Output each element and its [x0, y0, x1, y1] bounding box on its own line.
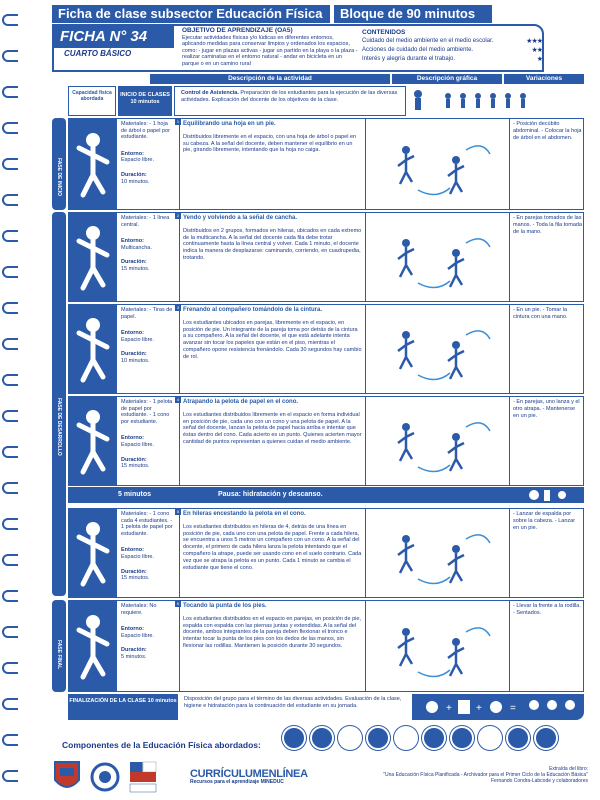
activity-pictogram — [69, 509, 117, 597]
component-icon — [506, 726, 530, 750]
activity-description: Distribuidos en 2 grupos, formados en hileras, ubicados en cada extremo de la multicancha. A la señal del docente cada fila debe trotar continuamente hasta la línea central y volver. Cada 1 minuto, el docente indica la manera de desplazarse: caminando, corriendo, en cuadrupedia, trotando. — [183, 227, 362, 261]
source-reference — [348, 766, 588, 785]
activity-title: Equilibrando una hoja en un pie. — [183, 121, 276, 127]
content-item — [362, 55, 542, 64]
space-value: Espacio libre. — [121, 336, 155, 343]
activity-row — [68, 304, 584, 394]
activity-title: En hileras encestando la pelota en el cono. — [183, 511, 306, 517]
activity-space — [121, 238, 173, 251]
activity-materials-cell — [119, 397, 175, 485]
activity-description-cell — [179, 509, 365, 597]
binder-ring — [2, 770, 18, 782]
activity-pictogram — [69, 305, 117, 393]
binder-ring — [2, 374, 18, 386]
activity-materials-cell — [119, 213, 175, 301]
duration-label: Duración: — [121, 647, 147, 654]
component-icon — [366, 726, 390, 750]
title-bar — [52, 5, 492, 23]
binder-ring — [2, 158, 18, 170]
activity-variations: - En parejas, uno lanza y el otro atrapa. - Mantenerse en un pie. — [509, 397, 585, 485]
activity-duration — [121, 259, 173, 272]
column-headers — [150, 74, 586, 84]
circle-logo-icon — [90, 760, 120, 794]
col-descripcion: Descripción de la actividad — [150, 74, 390, 84]
activity-space — [121, 151, 173, 164]
class-end-label: FINALIZACIÓN DE LA CLASE 10 minutos — [68, 694, 178, 720]
activity-title: Tocando la punta de los pies. — [183, 603, 267, 609]
star-rating: ★★★ — [526, 38, 542, 45]
class-start-description — [174, 86, 406, 116]
space-label: Entorno: — [121, 150, 144, 157]
activity-materials-cell — [119, 601, 175, 691]
duration-label: Duración: — [121, 171, 147, 178]
activity-materials-cell — [119, 305, 175, 393]
activity-diagram — [365, 213, 509, 301]
source-line: Extraída del libro: — [549, 766, 588, 772]
content-text: Cuidado del medio ambiente en el medio escolar. — [362, 38, 494, 44]
duration-label: Duración: — [121, 568, 147, 575]
binder-ring — [2, 662, 18, 674]
duration-value: 5 minutos. — [121, 653, 147, 660]
space-value: Multicancha. — [121, 244, 152, 251]
activity-number: 1 — [176, 119, 180, 124]
activity-diagram — [365, 119, 509, 209]
activity-description-cell — [179, 397, 365, 485]
phase-final-label — [52, 600, 66, 692]
component-icon — [534, 726, 558, 750]
activity-description: Los estudiantes ubicados en parejas, libremente en el espacio, en posición de pie. Un integrante de la pareja toma por detrás de la cintura a su compañero. A la señal del docente, el que está adelante intenta avanzar sin tocar los papeles que están en el piso, mientras el compañero opone resistencia frenándolo. Cada 30 segundos hay cambio de rol. — [183, 319, 362, 360]
component-icon — [394, 726, 418, 750]
activity-row — [68, 508, 584, 598]
binder-ring — [2, 734, 18, 746]
activity-variations: - En un pie. - Tomar la cintura con una mano. — [509, 305, 585, 393]
break-row — [68, 487, 584, 503]
binder-ring — [2, 626, 18, 638]
content-item — [362, 46, 542, 55]
space-label: Entorno: — [121, 330, 144, 337]
objective-text: Ejecutar actividades físicas y/o lúdicas en diferentes entornos, aplicando medidas para conservar limpios y ordenados los espacios, como: - jugar en plazas activas - jugar un partido en la playa o la plaza - realizar caminatas en el entorno natural - andar en bicicleta en un parque o en un camino rural — [182, 34, 358, 67]
space-value: Espacio libre. — [121, 632, 155, 639]
break-duration: 5 minutos — [118, 491, 152, 498]
learning-objective — [182, 28, 358, 68]
col-variaciones: Variaciones — [504, 74, 584, 84]
duration-value: 15 minutos. — [121, 265, 150, 272]
activity-description: Los estudiantes distribuidos en hileras de 4, detrás de una línea en posición de pie, cada uno con una pelota de papel. Frente a cada hilera, se encuentra a unos 5 metros un compañero con un cono. A la señal del docente, el primero de cada hilera lanza la pelota intentando que el compañero la atrape, puede ser usando cono en el suelo contrario. Cada vez que se atrapa la pelota es un punto. Cada 1 minuto se cambia el estudiante que tiene el cono. — [183, 523, 362, 571]
svg-text:+: + — [446, 703, 452, 714]
components-label: Componentes de la Educación Física abordados: — [62, 740, 261, 750]
star-rating: ★ — [536, 56, 542, 63]
activity-number: 2 — [176, 213, 180, 218]
activity-description: Los estudiantes distribuidos libremente en el espacio en forma individual en posición de pie, cada uno con un cono y una pelota de papel. A la señal del docente, lanzan la pelota de papel hacia arriba e intentar que éstas dentro del cono. Cada acierto es un punto. Quienes acierten mayor cantidad de puntos representan a quienes cuidan el medio ambiente. — [183, 411, 362, 445]
activity-space — [121, 626, 173, 639]
activity-materials: Materiales: - 1 línea central. — [121, 215, 170, 228]
component-icon — [338, 726, 362, 750]
svg-text:+: + — [476, 703, 482, 714]
activity-materials: Materiales: - 1 hoja de árbol o papel por estudiante. — [121, 121, 170, 141]
ministry-logo-icon — [128, 760, 158, 794]
class-start-text: Preparación de los estudiantes para la ejecución de las diversas actividades. Explicación del docente de los objetivos de la clase. — [181, 90, 398, 103]
activity-diagram — [365, 397, 509, 485]
component-icon — [422, 726, 446, 750]
binder-ring — [2, 410, 18, 422]
space-label: Entorno: — [121, 626, 144, 633]
curriculum-logo-subtitle: Recursos para el aprendizaje MINEDUC — [190, 779, 284, 785]
space-label: Entorno: — [121, 547, 144, 554]
content-item — [362, 37, 542, 46]
activity-duration — [121, 457, 173, 470]
component-icon — [310, 726, 334, 750]
binder-ring — [2, 194, 18, 206]
break-text: Pausa: hidratación y descanso. — [218, 491, 323, 498]
activity-variations: - Llevar la frente a la rodilla. - Sentados. — [509, 601, 585, 691]
space-value: Espacio libre. — [121, 553, 155, 560]
activity-materials: Materiales: - Tiras de papel. — [121, 307, 173, 320]
activity-number: 5 — [176, 509, 180, 514]
activity-duration — [121, 351, 173, 364]
binder-ring — [2, 698, 18, 710]
activity-description-cell — [179, 601, 365, 691]
activity-space — [121, 547, 173, 560]
binder-ring — [2, 482, 18, 494]
component-icon — [282, 726, 306, 750]
activity-title: Yendo y volviendo a la señal de cancha. — [183, 215, 298, 221]
capacity-label: Capacidad física abordada — [68, 86, 116, 116]
activity-number: 6 — [176, 601, 180, 606]
activity-variations: - Posición decúbito abdominal. - Colocar la hoja de árbol en el abdomen. — [509, 119, 585, 209]
duration-label: Duración: — [121, 259, 147, 266]
activity-space — [121, 330, 173, 343]
activity-number: 4 — [176, 397, 180, 402]
attendance-label: Control de Asistencia. — [181, 90, 239, 96]
duration-label: Duración: — [121, 456, 147, 463]
binder-ring — [2, 50, 18, 62]
activity-row — [68, 396, 584, 486]
binder-ring — [2, 590, 18, 602]
activity-row — [68, 118, 584, 210]
svg-text:=: = — [510, 703, 516, 714]
activity-materials: Materiales: - 1 pelota de papel por estudiante. - 1 cono por estudiante. — [121, 399, 173, 425]
activity-duration — [121, 647, 173, 660]
duration-value: 15 minutos. — [121, 575, 150, 582]
activity-description: Distribuidos libremente en el espacio, con una hoja de árbol o papel en su cabeza. A la señal del docente, deben mantener el equilibrio en un pie, girando libremente, intentando que la hoja no caiga. — [183, 133, 357, 154]
activity-title: Atrapando la pelota de papel en el cono. — [183, 399, 299, 405]
curriculum-logo-text: CURRÍCULUMENLÍNEA — [190, 768, 308, 780]
binder-rings — [0, 0, 22, 800]
contents-list — [362, 28, 542, 64]
activity-variations: - En parejas tomados de las manos. - Toda la fila tomada de la mano. — [509, 213, 585, 301]
activity-materials-cell — [119, 509, 175, 597]
activity-number: 3 — [176, 305, 180, 310]
duration-value: 15 minutos. — [121, 463, 150, 470]
binder-ring — [2, 230, 18, 242]
activity-pictogram — [69, 119, 117, 209]
activity-space — [121, 435, 173, 448]
activity-description-cell — [179, 213, 365, 301]
activity-diagram — [365, 509, 509, 597]
activity-diagram — [365, 601, 509, 691]
binder-ring — [2, 266, 18, 278]
institution-logos — [52, 758, 192, 796]
activity-row — [68, 600, 584, 692]
content-text: Interés y alegría durante el trabajo. — [362, 56, 456, 62]
duration-label: Duración: — [121, 351, 147, 358]
binder-ring — [2, 554, 18, 566]
page-title: Ficha de clase subsector Educación Física — [52, 5, 330, 23]
source-line: "Una Educación Física Planificada - Archivador para el Primer Ciclo de la Educación Básica" — [383, 772, 588, 779]
curriculum-logo — [190, 768, 308, 785]
class-start-label: INICIO DE CLASES 10 minutos — [118, 86, 172, 116]
lesson-header — [52, 24, 544, 72]
phase-text: FASE DE DESARROLLO — [56, 398, 62, 456]
binder-ring — [2, 122, 18, 134]
duration-value: 10 minutos. — [121, 357, 150, 364]
block-duration-title: Bloque de 90 minutos — [334, 5, 492, 23]
activity-variations: - Lanzar de espalda por sobre la cabeza. - Lanzar en un pie. — [509, 509, 585, 597]
binder-ring — [2, 518, 18, 530]
binder-ring — [2, 338, 18, 350]
activity-duration — [121, 172, 173, 185]
duration-value: 10 minutos. — [121, 178, 150, 185]
components-icons — [282, 726, 592, 756]
ficha-number: FICHA N° 34 — [54, 26, 174, 48]
activity-description: Los estudiantes distribuidos en el espacio en parejas, en posición de pie, espalda con espalda con las piernas juntas y extendidas. A la señal del docente, ambos integrantes de la pareja deben flexionar el tronco e intentar tocar la punta de los pies con los dedos de las manos, sin flexionar las rodillas. Mantienen la posición durante 30 segundos. — [183, 615, 361, 649]
activity-diagram — [365, 305, 509, 393]
objective-title: OBJETIVO DE APRENDIZAJE (OA5) — [182, 27, 293, 34]
col-grafica: Descripción gráfica — [392, 74, 502, 84]
binder-ring — [2, 14, 18, 26]
component-icon — [478, 726, 502, 750]
class-start-illustration — [408, 86, 584, 116]
space-label: Entorno: — [121, 435, 144, 442]
binder-ring — [2, 86, 18, 98]
activity-materials-cell — [119, 119, 175, 209]
activity-pictogram — [69, 397, 117, 485]
activity-pictogram — [69, 213, 117, 301]
grade-label: CUARTO BÁSICO — [64, 49, 132, 58]
phase-inicio-label — [52, 118, 66, 210]
contents-title: CONTENIDOS — [362, 29, 406, 36]
content-text: Acciones de cuidado del medio ambiente. — [362, 47, 474, 53]
activity-materials: Materiales: - 1 cono cada 4 estudiantes. - 1 pelota de papel por estudiante. — [121, 511, 173, 537]
class-end-illustration — [412, 694, 584, 720]
activity-duration — [121, 569, 173, 582]
space-value: Espacio libre. — [121, 157, 155, 164]
component-icon — [450, 726, 474, 750]
activity-row — [68, 212, 584, 302]
binder-ring — [2, 446, 18, 458]
water-bottle-icon — [524, 488, 574, 502]
activity-materials: Materiales: No requiere. — [121, 603, 157, 616]
activity-description-cell — [179, 305, 365, 393]
binder-ring — [2, 302, 18, 314]
star-rating: ★★ — [531, 47, 542, 54]
phase-text: FASE FINAL — [56, 640, 62, 670]
phase-desarrollo-label — [52, 212, 66, 596]
space-label: Entorno: — [121, 238, 144, 245]
activity-pictogram — [69, 601, 117, 691]
shield-logo-icon — [52, 760, 82, 794]
activity-description-cell — [179, 119, 365, 209]
activity-title: Frenando al compañero tomándolo de la cintura. — [183, 307, 323, 313]
phase-text: FASE DE INICIO — [56, 158, 62, 197]
class-end-description: Disposición del grupo para el término de las diversas actividades. Evaluación de la clase, higiene e hidratación para la continuación del estudiante en su jornada. — [184, 696, 402, 709]
source-line: Fernando Condra-Labcode y colaboradores — [490, 778, 588, 785]
space-value: Espacio libre. — [121, 441, 155, 448]
